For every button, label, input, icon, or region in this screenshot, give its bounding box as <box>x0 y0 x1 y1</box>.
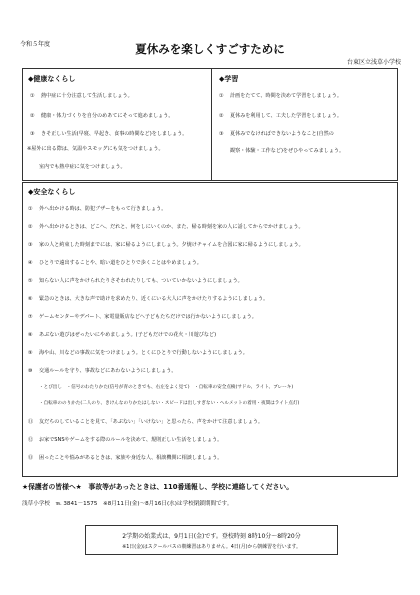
health-item-1: ① 熱中症に十分注意して生活しましょう。 <box>30 93 133 99</box>
school-name: 台東区立浅草小学校 <box>346 59 401 66</box>
safety-item-11: ⑪ 友だちのしていることを見て、「あぶない」「いけない」と思ったら、声をかけて注意しましょう。 <box>28 419 264 425</box>
study-item-3: ③ 夏休みでなければできないようなこと(自然の <box>219 131 334 137</box>
traffic-rules-line-1: ・とび出し ・信号のわたりかた(信号が青のときでも、右左をよく見て) ・自転車の安全点検(サドル、ライト、ブレーキ) <box>39 385 294 390</box>
safety-heading: ◆安全なくらし <box>28 188 76 196</box>
safety-item-6: ⑥ 緊急のときは、大きな声で助けを求めたり、近くにいる大人に声をかけたりするようにしましょう。 <box>28 296 269 302</box>
safety-item-3: ③ 家の人と約束した時刻までには、家に帰るようにしましょう。夕焼けチャイムを合図に家に帰るようにしましょう。 <box>28 242 304 248</box>
column-divider <box>211 68 212 181</box>
schedule-line-2: ※1日(金)はスクールバスの朝練習はありません。4日(月)から朝練習を行います。 <box>122 544 301 550</box>
safety-item-1: ① 外へ出かける時は、防犯ブザーをもって行きましょう。 <box>28 206 167 212</box>
health-note-2: 室内でも熱中症に気をつけましょう。 <box>39 164 126 170</box>
study-item-1: ① 計画をたてて、時間を決めて学習をしましょう。 <box>219 93 342 99</box>
study-heading: ◆学習 <box>219 75 239 83</box>
health-note-1: ※屋外に出る際は、気温やスモッグにも気をつけましょう。 <box>27 146 164 152</box>
page-title: 夏休みを楽しくすごすために <box>135 42 285 56</box>
health-heading: ◆健康なくらし <box>28 75 76 83</box>
safety-item-13: ⑬ 困ったことや悩みがあるときは、家族や身近な人、相談機関に相談しましょう。 <box>28 455 223 461</box>
safety-item-10: ⑩ 交通ルールを守り、事故などにあわないようにしましょう。 <box>28 368 177 374</box>
safety-item-12: ⑫ お家でSNSやゲームをする際のルールを決めて、規則正しい生活をしましょう。 <box>28 437 223 443</box>
safety-item-9: ⑨ 海や山、川などの事故に気をつけましょう。とくにひとりで行動しないようにしましょう。 <box>28 350 248 356</box>
safety-item-8: ⑧ あぶない遊びはぜったいにやめましょう。(子どもだけでの花火・川遊びなど) <box>28 332 217 338</box>
health-item-2: ② 健康・体力づくりを自分のめあてにそって進めましょう。 <box>30 113 174 119</box>
traffic-rules-line-2: ・自転車ののりかた(二人のり、きけんなのりかたはしない・スピードは出しすぎない・ヘルメットの着用・夜間はライト点灯) <box>39 401 300 406</box>
safety-item-2: ② 外へ出かけるときは、どこへ、だれと、何をしにいくのか、また、帰る時刻を家の人に話してからでかけましょう。 <box>28 224 304 230</box>
health-item-3: ③ きそ正しい生活(早寝、早起き、食事の時間など)をしましょう。 <box>30 131 188 137</box>
schedule-box <box>85 525 338 555</box>
school-phone-line: 浅草小学校 ℡ 3841－1575 ※8月11日(金)～8月16日(水)は学校閉鎖期間です。 <box>22 501 233 507</box>
study-item-3-continuation: 観察・体験・工作など)をぜひやってみましょう。 <box>230 148 345 154</box>
guardian-notice: ★保護者の皆様へ★ 事故等があったときは、110番通報し、学校に連絡してください。 <box>22 483 293 491</box>
safety-item-4: ④ ひとりで遠出することや、暗い道をひとりで歩くことはやめましょう。 <box>28 260 202 266</box>
study-item-2: ② 夏休みを利用して、工夫した学習をしましょう。 <box>219 113 342 119</box>
schedule-line-1: 2学期の始業式は、9月1日(金)です。登校時刻 8時10分～8時20分 <box>122 533 301 540</box>
safety-item-7: ⑦ ゲームセンターやデパート、家電量販店などへ子どもたちだけでは行かないようにしましょう。 <box>28 314 257 320</box>
safety-item-5: ⑤ 知らない人に声をかけられたりさそわれたりしても、ついていかないようにしましょう。 <box>28 278 243 284</box>
school-year-label: 令和５年度 <box>20 41 51 48</box>
